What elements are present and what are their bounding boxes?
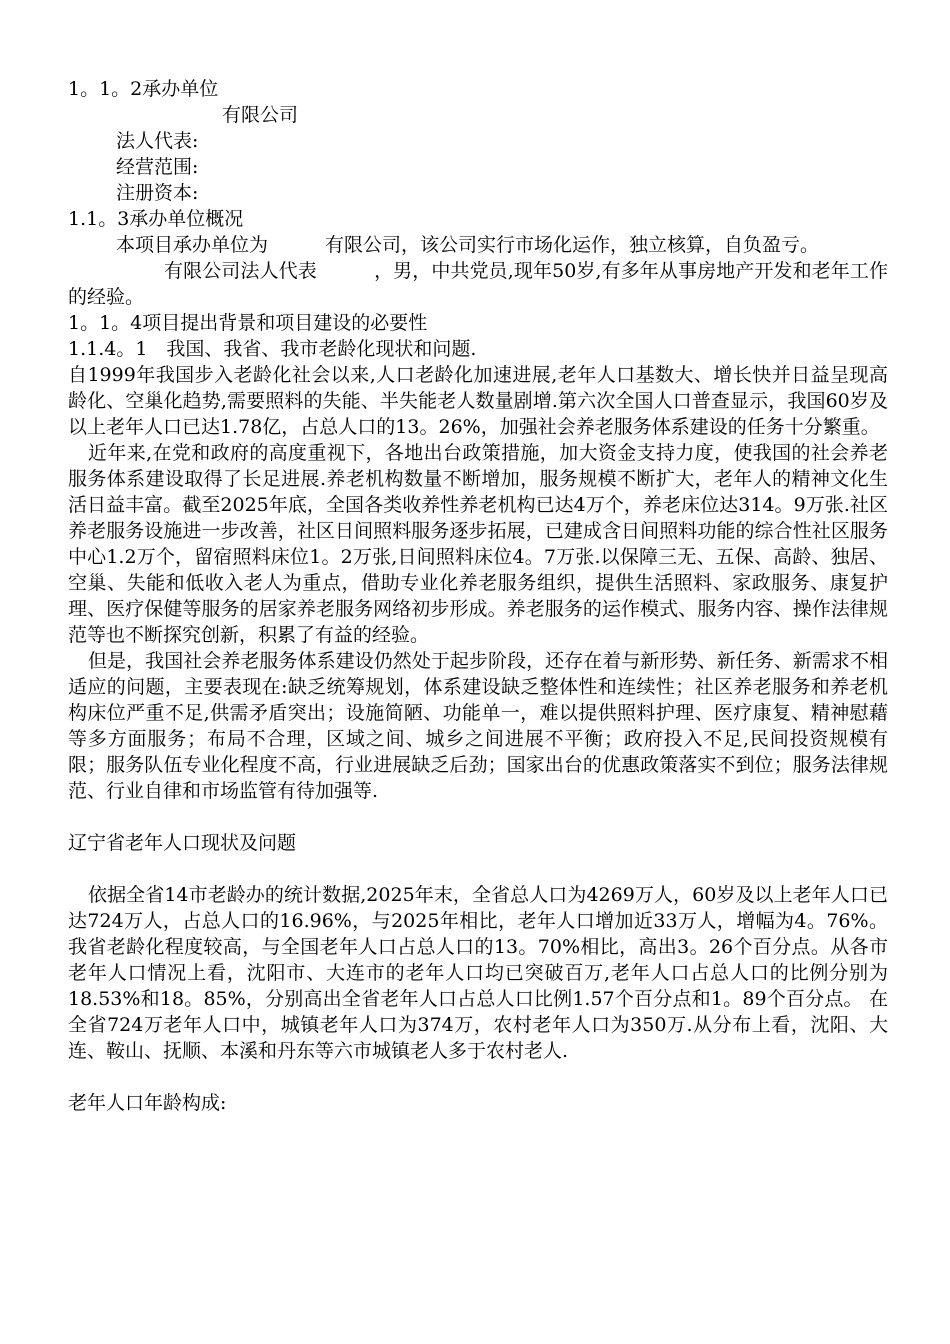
section-heading-1-1-4: 1。1。4项目提出背景和项目建设的必要性 — [68, 312, 428, 334]
age-structure-heading: 老年人口年龄构成: — [68, 1092, 227, 1114]
section-heading-1-1-2: 1。1。2承办单位 — [68, 78, 219, 100]
sub-heading-1-1-4-1: 1.1.4。1 我国、我省、我市老龄化现状和问题. — [68, 338, 477, 360]
company-name: 有限公司 — [222, 104, 299, 126]
paragraph: 但是，我国社会养老服务体系建设仍然处于起步阶段，还存在着与新形势、新任务、新需求不相适应的问题，主要表现在:缺乏统筹规划，体系建设缺乏整体性和连续性；社区养老服务和养老机构床位严重不足,供需矛盾突出；设施简陋、功能单一，难以提供照料护理、医疗康复、精神慰藉等多方面服务；布局不合理，区域之间、城乡之间进展不平衡；政府投入不足,民间投资规模有限；服务队伍专业化程度不高，行业进展缺乏后劲；国家出台的优惠政策落实不到位；服务法律规范、行业自律和市场监管有待加强等. — [68, 650, 888, 802]
paragraph: 近年来,在党和政府的高度重视下，各地出台政策措施，加大资金支持力度，使我国的社会养老服务体系建设取得了长足进展.养老机构数量不断增加，服务规模不断扩大，老年人的精神文化生活日益丰富。截至2025年底，全国各类收养性养老机构已达4万个，养老床位达314。9万张.社区养老服务设施进一步改善，社区日间照料服务逐步拓展，已建成含日间照料功能的综合性社区服务中心1.2万个，留宿照料床位1。2万张,日间照料床位4。7万张.以保障三无、五保、高龄、独居、空巢、失能和低收入老人为重点，借助专业化养老服务组织，提供生活照料、家政服务、康复护理、医疗保健等服务的居家养老服务网络初步形成。养老服务的运作模式、服务内容、操作法律规范等也不断探究创新，积累了有益的经验。 — [68, 442, 888, 646]
liaoning-heading: 辽宁省老年人口现状及问题 — [68, 832, 297, 854]
document-page — [68, 76, 888, 1116]
paragraph: 本项目承办单位为 有限公司，该公司实行市场化运作，独立核算，自负盈亏。 — [116, 234, 820, 256]
blank-line — [68, 804, 888, 830]
blank-line — [68, 1064, 888, 1090]
paragraph: 依据全省14市老龄办的统计数据,2025年末，全省总人口为4269万人，60岁及以上老年人口已达724万人，占总人口的16.96%，与2025年相比，老年人口增加近33万人，增幅为4。76%。我省老龄化程度较高，与全国老年人口占总人口的13。70%相比，高出3。26个百分点。从各市老年人口情况上看，沈阳市、大连市的老年人口均已突破百万,老年人口占总人口的比例分别为18.53%和18。85%，分别高出全省老年人口占总人口比例1.57个百分点和1。89个百分点。 在全省724万老年人口中，城镇老年人口为374万，农村老年人口为350万.从分布上看，沈阳、大连、鞍山、抚顺、本溪和丹东等六市城镇老人多于农村老人. — [68, 884, 888, 1062]
blank-line — [68, 856, 888, 882]
business-scope-label: 经营范围: — [116, 156, 199, 178]
paragraph: 自1999年我国步入老龄化社会以来,人口老龄化加速进展,老年人口基数大、增长快并日益呈现高龄化、空巢化趋势,需要照料的失能、半失能老人数量剧增.第六次全国人口普查显示，我国60岁及以上老年人口已达1.78亿，占总人口的13。26%，加强社会养老服务体系建设的任务十分繁重。 — [68, 364, 888, 438]
paragraph: 有限公司法人代表 ，男，中共党员,现年50岁,有多年从事房地产开发和老年工作的经验。 — [68, 260, 888, 308]
legal-rep-label: 法人代表: — [116, 130, 199, 152]
registered-capital-label: 注册资本: — [116, 182, 199, 204]
section-heading-1-1-3: 1.1。3承办单位概况 — [68, 208, 244, 230]
